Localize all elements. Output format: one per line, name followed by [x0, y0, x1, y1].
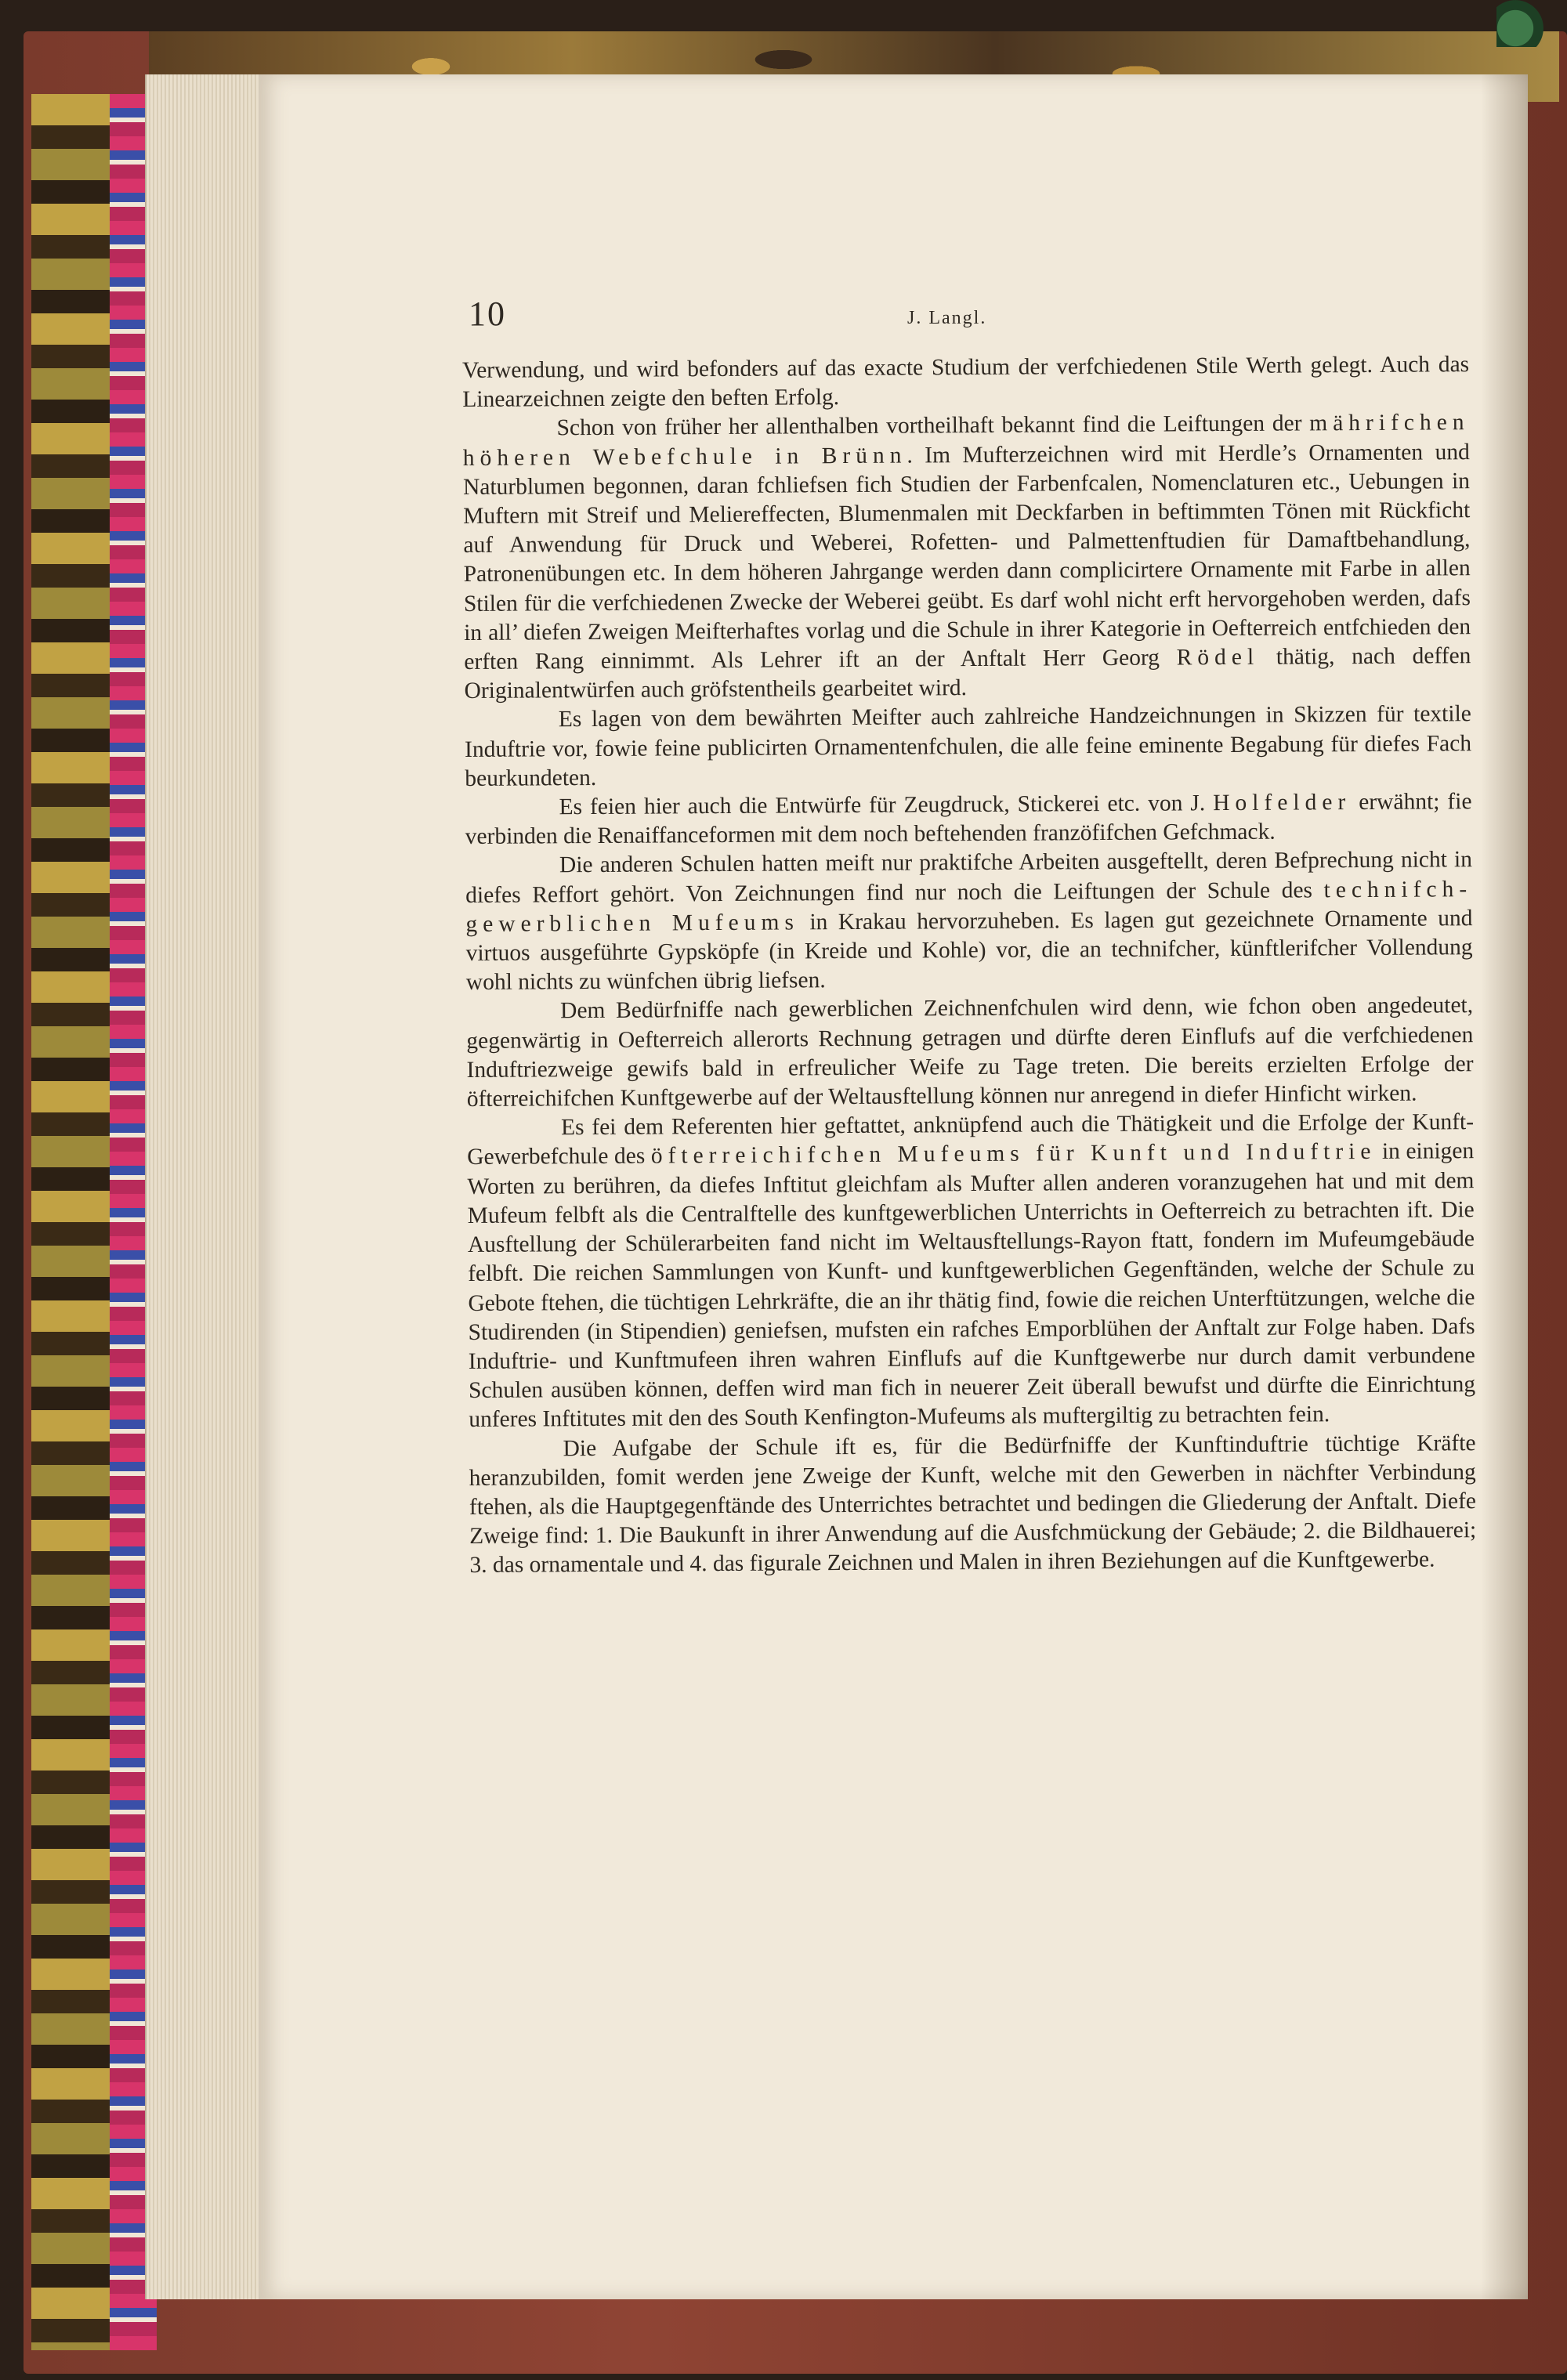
text-run: Es fei dem Referenten hier geftattet, anknüpfend auch die Thätigkeit und die Erfolge der Kunft-Gewerbefchule des: [467, 1109, 1475, 1170]
paragraph: [467, 1108, 1475, 1434]
ribbon-bookmark: [1496, 0, 1543, 47]
spaced-emphasis: Holfelder: [1213, 790, 1352, 816]
text-run: erwähnt; fie verbinden die Renaiffanceformen mit dem noch beftehenden franzöfifchen Gefchmack.: [465, 789, 1472, 850]
paragraph: [465, 787, 1471, 852]
text-run: Schon von früher her allenthalben vortheilhaft bekannt find die Leiftungen der: [556, 411, 1310, 441]
paragraph: [462, 409, 1471, 707]
body-text: [462, 350, 1477, 1580]
text-run: Verwendung, und wird befonders auf das exacte Studium der verfchiedenen Stile Werth gelegt. Auch das Linearzeichnen zeigte den beften Erfolg.: [462, 352, 1470, 413]
page-stack: [145, 74, 272, 2299]
paragraph: [465, 700, 1472, 794]
spaced-emphasis: öfterreichifchen Mufeums für Kunft und Induftrie: [650, 1139, 1377, 1170]
text-run: in einigen Worten zu berühren, da diefes Inftitut gleichfam als Mufter allen anderen voranzugehen hat und mit dem Mufeum felbft als die Centralftelle des kunftgewerblichen Unterrichts in Oefterreich zu betrachten ift. Die Ausftellung der Schülerarbeiten fand nicht im Weltausftellungs-Rayon ftatt, fondern im Mufeumgebäude felbft. Die reichen Sammlungen von Kunft- und kunftgewerblichen Gegenftänden, welche der Schule zu Gebote ftehen, die tüchtigen Lehrkräfte, die an ihr thätig find, fowie die reichen Unterftützungen, welche die Studirenden (in Stipendien) geniefsen, mufsten ein rafches Emporblühen der Anftalt zur Folge haben. Dafs Induftrie- und Kunftmufeen ihren wahren Einflufs auf die Kunftgewerbe nur durch damit verbundene Schulen ausüben können, deffen wird man fich in neuerer Zeit überall bewufst und dürfte die Einrichtung unferes Inftitutes mit den des South Kenfington-Mufeums als muftergiltig zu betrachten fein.: [467, 1138, 1476, 1433]
page-number: 10: [469, 295, 506, 333]
page-gutter-shadow: [1481, 74, 1528, 2299]
paragraph: [469, 1429, 1476, 1581]
text-run: in Krakau hervorzuheben. Es lagen gut gezeichnete Ornamente und virtuos ausgeführte Gypsköpfe (in Kreide und Kohle) vor, die an technifcher, künftlerifcher Vollendung wohl nichts zu wünfchen übrig liefsen.: [465, 905, 1473, 996]
paragraph: [462, 350, 1469, 414]
page-header: [469, 294, 1471, 341]
marbled-edge-left: [31, 94, 113, 2350]
paragraph: [465, 846, 1473, 998]
spaced-emphasis: Rödel: [1176, 644, 1260, 671]
spaced-emphasis: mährifchen höheren Webefchule in Brünn: [462, 410, 1470, 471]
text-run: . Im Mufterzeichnen wird mit Herdle’s Ornamenten und Naturblumen begonnen, daran fchliefsen fich Studien der Farbenfcalen, Nomenclaturen etc., Uebungen in Muftern mit Streif und Meliereffecten, Blumenmalen mit Deckfarben in beftimmten Tönen mit Rückficht auf Anwendung für Druck und Weberei, Rofetten- und Palmettenftudien für Damaftbehandlung, Patronenübungen etc. In dem höheren Jahrgange werden dann complicirtere Ornamente mit Farbe in allen Stilen für die verfchiedenen Zwecke der Weberei geübt. Es darf wohl nicht erft hervorgehoben werden, dafs in all’ diefen Zweigen Meifterhaftes vorlag und die Schule in ihrer Kategorie in Oefterreich entfchieden den erften Rang einnimmt. Als Lehrer ift an der Anftalt Herr Georg: [462, 439, 1471, 675]
running-head: J. Langl.: [907, 308, 987, 328]
text-run: Es feien hier auch die Entwürfe für Zeugdruck, Stickerei etc. von J.: [559, 790, 1214, 820]
text-run: Dem Bedürfniffe nach gewerblichen Zeichnenfchulen wird denn, wie fchon oben angedeutet, gegenwärtig in Oefterreich allerorts Rechnung getragen und dürfte deren Einflufs auf die verfchiedenen Induftriezweige gewifs bald in erfreulicher Weife zu Tage treten. Die bereits erzielten Erfolge der öfterreichifchen Kunftgewerbe auf der Weltausftellung können nur anregend in diefer Hinficht wirken.: [466, 993, 1474, 1112]
text-run: Es lagen von dem bewährten Meifter auch zahlreiche Handzeichnungen in Skizzen für textile Induftrie vor, fowie feine publicirten Ornamentenfchulen, die alle feine eminente Begabung für diefes Fach beurkundeten.: [464, 701, 1472, 791]
spaced-emphasis: technifch-gewerblichen Mufeums: [465, 876, 1473, 937]
paragraph: [466, 992, 1474, 1115]
text-run: Die anderen Schulen hatten meift nur praktifche Arbeiten ausgeftellt, deren Befprechung nicht in diefes Reffort gehört. Von Zeichnungen find nur noch die Leiftungen der Schule des: [465, 847, 1473, 908]
text-run: thätig, nach deffen Originalentwürfen auch gröfstentheils gearbeitet wird.: [464, 643, 1471, 704]
text-run: Die Aufgabe der Schule ift es, für die Bedürfniffe der Kunftinduftrie tüchtige Kräfte heranzubilden, fomit werden jene Zweige der Kunft, welche mit den Gewerben in nächfter Verbindung ftehen, als die Hauptgegenftände des Unterrichtes betrachtet und bedingen die Gliederung der Anftalt. Diefe Zweige find: 1. Die Baukunft in ihrer Anwendung auf die Ausfchmückung der Gebäude; 2. die Bildhauerei; 3. das ornamentale und 4. das figurale Zeichnen und Malen in ihren Beziehungen auf die Kunftgewerbe.: [469, 1430, 1477, 1579]
